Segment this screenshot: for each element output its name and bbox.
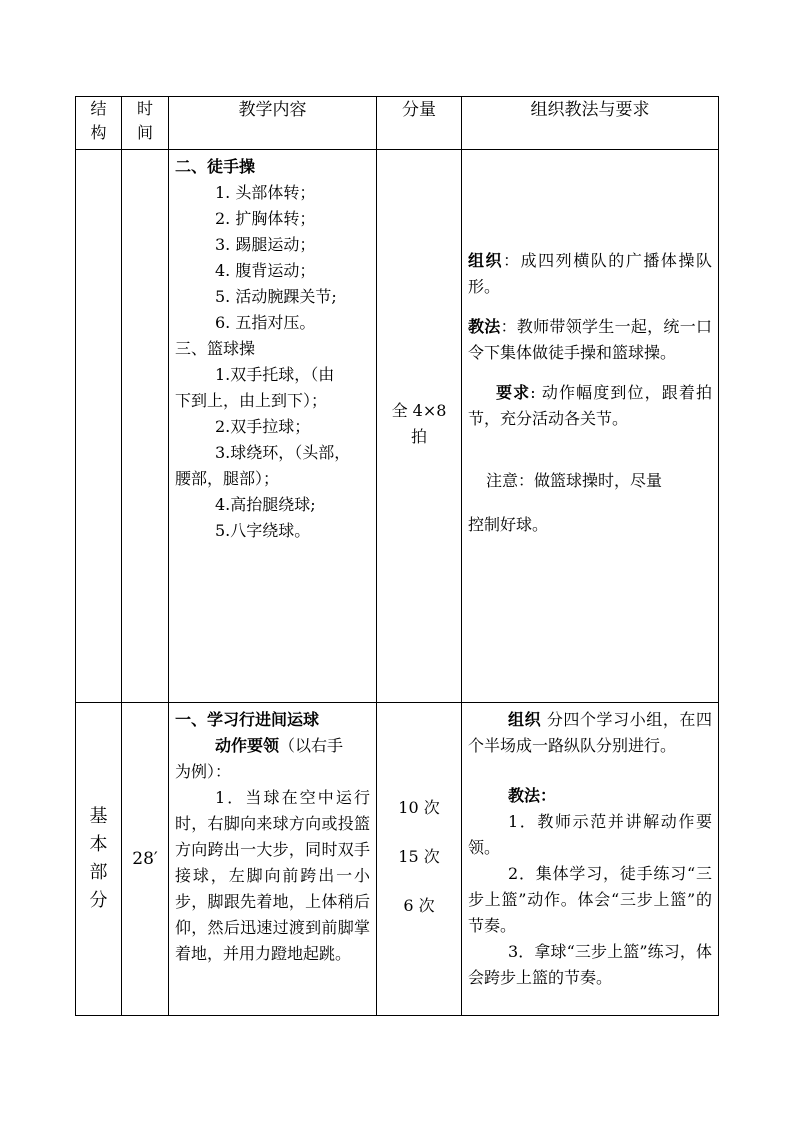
method-item: 3．拿球“三步上篮”练习，体会跨步上篮的节奏。 [468, 942, 712, 987]
list-item: 3. 踢腿运动； [215, 235, 316, 254]
row2-amount [377, 703, 462, 1016]
amount-value: 6 次 [403, 896, 435, 915]
note-text-2: 控制好球。 [468, 515, 549, 534]
header-structure: 结 构 [76, 97, 122, 150]
amount-value: 全 4×8 [391, 401, 447, 420]
header-amount: 分量 [377, 97, 462, 150]
row2-time: 28′ [122, 703, 169, 1016]
list-item: 1.双手托球，（由 [215, 365, 335, 384]
row-warmup [76, 150, 719, 703]
row1-content [169, 150, 377, 703]
list-item: 5.八字绕球。 [215, 521, 311, 540]
row-main-part [76, 703, 719, 1016]
list-item: 5. 活动腕踝关节; [215, 287, 337, 306]
lesson-plan-table [75, 96, 719, 1016]
row1-amount [377, 150, 462, 703]
header-time: 时 间 [122, 97, 169, 150]
organization-text: 组织：成四列横队的广播体操队形。 [468, 251, 712, 296]
header-row [76, 97, 719, 150]
essentials-line-2: 为例）： [175, 762, 232, 781]
list-item: 1. 头部体转； [215, 183, 316, 202]
list-item: 6. 五指对压。 [215, 313, 316, 332]
method-item: 1．教师示范并讲解动作要领。 [468, 812, 712, 857]
amount-value: 15 次 [398, 847, 440, 866]
teaching-method-label: 教法： [508, 786, 557, 805]
amount-value: 10 次 [398, 798, 440, 817]
section3-title: 三、篮球操 [175, 339, 256, 358]
section1-title: 一、学习行进间运球 [175, 710, 320, 729]
essentials-paragraph: 1．当球在空中运行时，右脚向来球方向或投篮方向跨出一大步，同时双手接球，左脚向前跨出一小步，脚跟先着地，上体稍后仰，然后迅速过渡到前脚掌着地，并用力蹬地起跳。 [175, 788, 370, 963]
header-content: 教学内容 [169, 97, 377, 150]
amount-unit: 拍 [410, 427, 427, 446]
list-item: 4. 腹背运动； [215, 261, 316, 280]
requirement-text: 要求: 动作幅度到位，跟着拍节，充分活动各关节。 [468, 383, 712, 428]
list-item: 腰部，腿部）； [175, 469, 280, 488]
note-text: 注意：做篮球操时，尽量 [486, 471, 663, 490]
essentials-line: 动作要领（以右手 [215, 736, 344, 755]
method-item: 2．集体学习，徒手练习“三步上篮”动作。体会“三步上篮”的节奏。 [468, 864, 712, 935]
row1-time [122, 150, 169, 703]
row1-structure [76, 150, 122, 703]
row2-method [462, 703, 719, 1016]
list-item: 下到上，由上到下）； [175, 391, 328, 410]
organization-text: 组织 分四个学习小组，在四个半场成一路纵队分别进行。 [468, 710, 712, 755]
section2-title: 二、徒手操 [175, 157, 256, 176]
list-item: 3.球绕环，（头部， [215, 443, 351, 462]
header-method: 组织教法与要求 [462, 97, 719, 150]
teaching-method-text: 教法：教师带领学生一起，统一口令下集体做徒手操和篮球操。 [468, 317, 712, 362]
list-item: 2. 扩胸体转； [215, 209, 316, 228]
row2-content [169, 703, 377, 1016]
list-item: 4.高抬腿绕球; [215, 495, 316, 514]
row1-method [462, 150, 719, 703]
row2-structure: 基 本 部 分 [76, 703, 122, 1016]
list-item: 2.双手拉球； [215, 417, 311, 436]
